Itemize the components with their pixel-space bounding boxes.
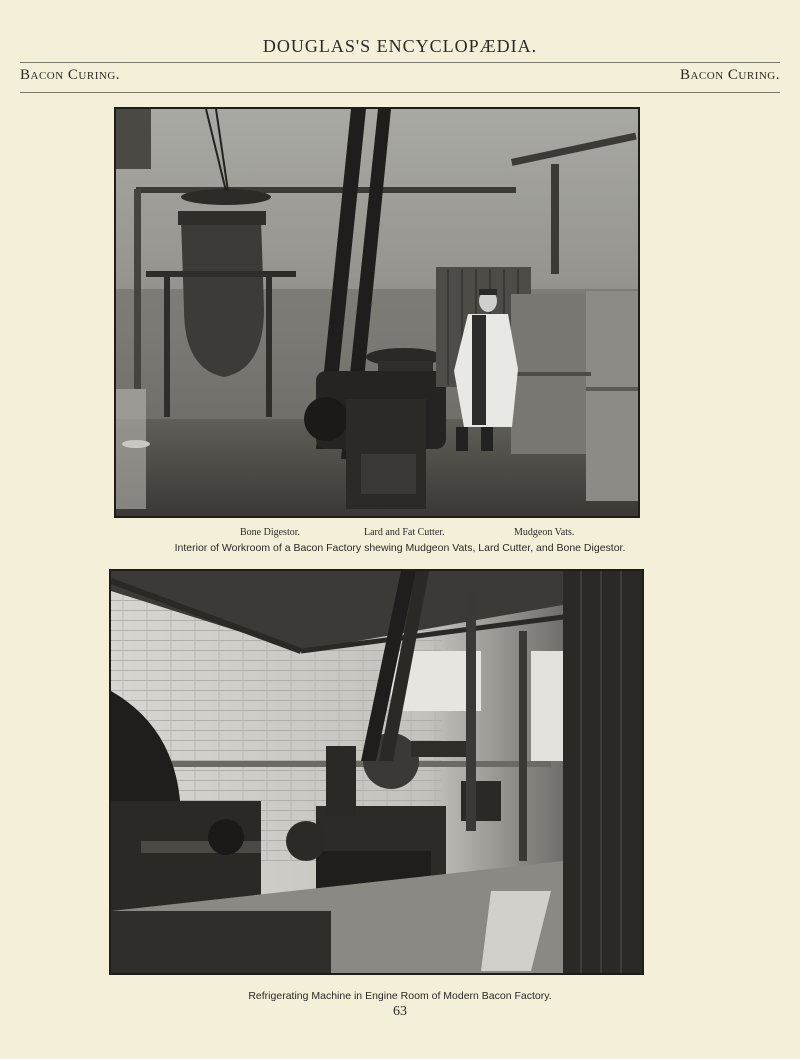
section-title-left: Bacon Curing. [20, 67, 121, 83]
running-title: DOUGLAS'S ENCYCLOPÆDIA. [262, 36, 538, 56]
label-lard-cutter: Lard and Fat Cutter. [364, 527, 445, 538]
workroom-caption: Interior of Workroom of a Bacon Factory shewing Mudgeon Vats, Lard Cutter, and Bone Digestor. [174, 542, 626, 554]
label-mudgeon-vats: Mudgeon Vats. [514, 527, 575, 538]
header-rule-bottom [20, 92, 780, 93]
engine-room-photograph [109, 569, 644, 975]
page-number: 63 [393, 1004, 407, 1019]
section-title-right: Bacon Curing. [679, 67, 780, 83]
engine-room-caption: Refrigerating Machine in Engine Room of Modern Bacon Factory. [248, 990, 552, 1002]
header-rule-top [20, 62, 780, 63]
label-bone-digestor: Bone Digestor. [240, 527, 300, 538]
workroom-photograph [114, 107, 640, 518]
